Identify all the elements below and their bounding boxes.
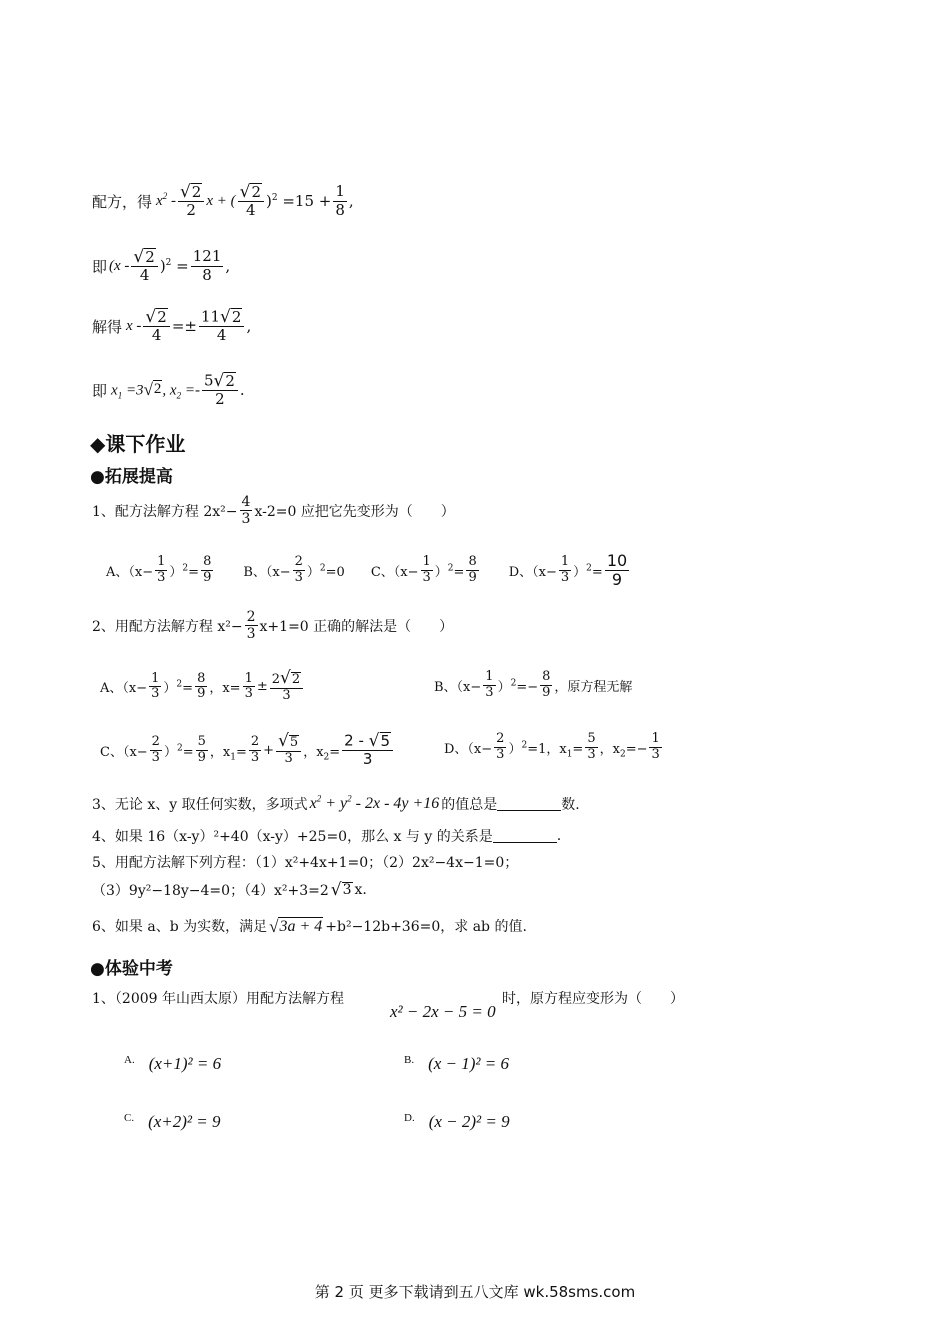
fraction: 2 - √ 5 3 [342, 732, 393, 768]
question-4 [92, 826, 561, 846]
fraction: 2 √ 2 3 [270, 670, 303, 704]
math-expr: ）$^2$= [163, 680, 194, 697]
fraction: $\frac{2}{3}$ [151, 733, 160, 765]
fraction: $\frac{2}{3}$ [246, 609, 256, 643]
fraction: $\frac{1}{3}$ [151, 670, 160, 702]
math-expr: $x^2 + y^2 - 2x - 4y +16$ [309, 793, 440, 812]
question-3-suffix: 的值总是 [441, 797, 498, 813]
question-3 [92, 794, 580, 814]
fraction: $\frac{1}{8}$ [335, 182, 345, 219]
option-letter: C. [124, 1112, 135, 1124]
math-expr: ）$^2$= [163, 743, 194, 760]
fraction: 11 √ 2 4 [199, 308, 244, 344]
fraction: $\frac{1}{3}$ [157, 554, 166, 586]
question-1 [92, 494, 455, 527]
option-label: C、（x− [370, 565, 419, 581]
solution-line-4 [92, 372, 245, 408]
option-equation: (x+1)² = 6 [148, 1054, 222, 1073]
fraction: √ 2 2 [178, 183, 204, 219]
exam-option-d [404, 1112, 510, 1132]
fraction: $\frac{8}{9}$ [468, 554, 477, 586]
option-label: A、（x− [106, 565, 154, 581]
option-label: B、（x− [243, 565, 291, 581]
solution-line-3 [92, 308, 251, 344]
q2-option-a [100, 670, 305, 704]
math-expr: √ 3a + 4 [269, 917, 323, 937]
question-2-suffix: x+1=0 正确的解法是（ ） [259, 618, 454, 635]
question-3-end: 数. [561, 797, 580, 813]
question-6-suffix: +b²−12b+36=0，求 ab 的值. [325, 919, 527, 935]
fraction: $\frac{8}{9}$ [203, 554, 212, 586]
fraction: $\frac{8}{9}$ [197, 670, 206, 702]
q2-option-b [434, 670, 632, 701]
fraction: $\frac{5}{3}$ [587, 731, 596, 762]
math-expr: √ 3 [330, 879, 352, 900]
math-expr: x - [126, 317, 142, 334]
q2-option-c [100, 732, 395, 768]
question-4-text: 4、如果 16（x-y）²+40（x-y）+25=0，那么 x 与 y 的关系是 [92, 829, 493, 845]
question-2 [92, 609, 453, 642]
solution-line-2 [92, 248, 230, 284]
math-expr: , [225, 257, 231, 275]
math-expr: ，x= [209, 681, 241, 697]
exam-option-a [124, 1054, 221, 1074]
math-expr: ，$x_2=-$ [599, 741, 648, 760]
question-5-line-1: 5、用配方法解下列方程：（1）x²+4x+1=0；（2）2x²−4x−1=0； [92, 855, 519, 871]
question-5-line-2 [92, 880, 367, 900]
question-4-end: . [556, 828, 562, 844]
fraction: $\frac{10}{9}$ [606, 551, 628, 590]
option-label: B、（x− [434, 679, 482, 695]
option-label: D、（x− [508, 565, 557, 581]
question-1-prefix: 1、配方法解方程 2x²− [92, 503, 238, 520]
question-5-suffix: x. [354, 882, 367, 898]
fraction: $\frac{121}{8}$ [192, 247, 222, 284]
math-expr: x + ( [206, 192, 236, 209]
exam-option-c [124, 1112, 221, 1132]
exam-question-1-equation: x² − 2x − 5 = 0 [390, 1002, 496, 1021]
fraction: $\frac{5}{9}$ [197, 733, 206, 765]
math-expr: , [348, 192, 354, 210]
solution-line-3-label: 解得 [92, 317, 123, 336]
solution-line-1 [92, 183, 354, 219]
option-letter: A. [124, 1054, 135, 1066]
exam-heading: ●体验中考 [90, 959, 173, 979]
fraction: $\frac{8}{9}$ [542, 669, 551, 700]
math-expr: ）$^2$= [573, 564, 603, 581]
math-expr: ）$^2$= [169, 564, 200, 581]
option-b-note: ，原方程无解 [554, 679, 633, 695]
math-expr: )$^2$ = [159, 257, 189, 275]
option-equation: (x − 2)² = 9 [428, 1112, 510, 1131]
fraction: $\frac{1}{3}$ [422, 554, 431, 586]
fraction: $\frac{2}{3}$ [250, 733, 260, 765]
solution-line-1-label: 配方，得 [92, 192, 153, 211]
math-expr: + [263, 742, 275, 758]
math-expr: ，$x_1=$ [209, 744, 247, 763]
q2-option-d [444, 732, 664, 763]
solution-line-4-label: 即 [92, 381, 108, 400]
fraction: $\frac{1}{3}$ [560, 554, 570, 586]
question-6 [92, 916, 527, 936]
option-label: C、（x− [100, 744, 148, 760]
math-expr: $x^2$ - [156, 190, 176, 209]
question-1-suffix: x-2=0 应把它先变形为（ ） [254, 503, 455, 520]
fraction: $\frac{4}{3}$ [241, 494, 251, 528]
extend-heading: ●拓展提高 [90, 467, 173, 487]
fraction: $\frac{1}{3}$ [244, 670, 253, 702]
answer-blank[interactable] [497, 798, 561, 811]
question-3-prefix: 3、无论 x、y 取任何实数，多项式 [92, 797, 308, 813]
option-label: D、（x− [444, 741, 493, 757]
math-expr: ）$^2$=0 [306, 564, 345, 581]
answer-blank[interactable] [493, 830, 557, 843]
solution-line-2-label: 即 [92, 257, 108, 276]
question-5-prefix: （3）9y²−18y−4=0；（4）x²+3=2 [92, 883, 329, 899]
math-expr: $x_1 =3$ √ 2 , $x_2$ =- [111, 379, 200, 401]
exam-option-b [404, 1054, 509, 1074]
question-2-prefix: 2、用配方法解方程 x²− [92, 618, 243, 635]
fraction: $\frac{2}{3}$ [294, 554, 303, 586]
fraction: 5 √ 2 2 [202, 372, 238, 408]
question-6-prefix: 6、如果 a、b 为实数，满足 [92, 919, 268, 935]
fraction: √ 2 4 [238, 183, 264, 219]
math-expr: ）$^2$=− [497, 678, 539, 695]
exam-question-1-text: 1、（2009 年山西太原）用配方法解方程 [92, 991, 344, 1007]
math-expr: , [246, 317, 252, 335]
option-label: A、（x− [100, 681, 148, 697]
exam-question-1-tail: 时，原方程应变形为（ ） [502, 991, 684, 1007]
math-expr: ± [256, 679, 268, 695]
option-letter: B. [404, 1054, 415, 1066]
math-expr: =± [171, 317, 197, 335]
homework-heading: ◆课下作业 [90, 432, 186, 456]
math-expr: ）$^2$= [434, 564, 465, 581]
option-equation: (x − 1)² = 6 [428, 1054, 510, 1073]
math-expr: ）$^2$=1，$x_1=$ [508, 740, 584, 760]
fraction: √ 2 4 [143, 308, 169, 344]
math-expr: . [239, 381, 245, 399]
fraction: √ 2 4 [131, 248, 157, 284]
math-expr: )$^2$ =15 + [266, 192, 332, 210]
option-equation: (x+2)² = 9 [148, 1112, 221, 1131]
page-footer: 第 2 页 更多下载请到五八文库 wk.58sms.com [314, 1283, 636, 1301]
math-expr: (x - [109, 257, 130, 274]
fraction: $\frac{1}{3}$ [485, 669, 494, 700]
fraction: √ 5 3 [276, 733, 301, 767]
q1-options [106, 552, 631, 590]
math-expr: ，$x_2=$ [303, 744, 341, 763]
fraction: $\frac{2}{3}$ [496, 731, 505, 762]
fraction: $\frac{1}{3}$ [651, 731, 660, 762]
option-letter: D. [404, 1112, 415, 1124]
